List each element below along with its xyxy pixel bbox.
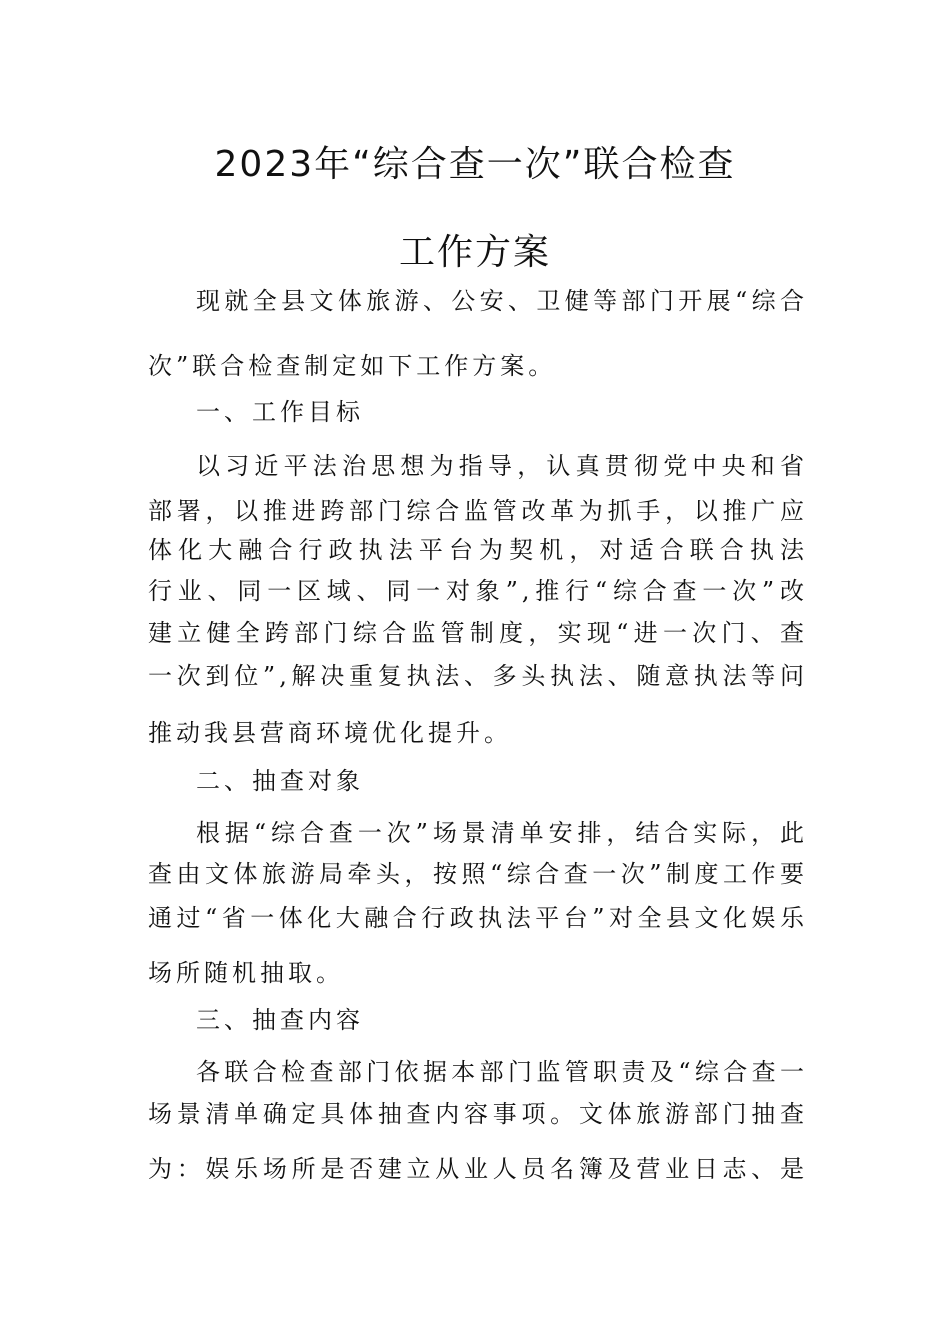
section1-line-6: 一次到位”,解决重复执法、多头执法、随意执法等问	[148, 662, 808, 690]
section3-line-1: 各联合检查部门依据本部门监管职责及“综合查一	[196, 1058, 808, 1086]
section2-line-2: 查由文体旅游局牵头，按照“综合查一次”制度工作要	[148, 860, 808, 888]
section1-line-3: 体化大融合行政执法平台为契机，对适合联合执法	[148, 536, 808, 564]
section3-line-2: 场景清单确定具体抽查内容事项。文体旅游部门抽查	[148, 1100, 808, 1128]
section3-line-3: 为：娱乐场所是否建立从业人员名簿及营业日志、是	[148, 1155, 808, 1183]
document-title-line-1: 2023年“综合查一次”联合检查	[214, 144, 736, 185]
section1-line-2: 部署，以推进跨部门综合监管改革为抓手，以推广应	[148, 497, 808, 525]
intro-line-1: 现就全县文体旅游、公安、卫健等部门开展“综合	[196, 287, 808, 315]
section1-line-5: 建立健全跨部门综合监管制度，实现“进一次门、查	[148, 619, 808, 647]
document-title-line-2: 工作方案	[398, 232, 551, 273]
section2-line-1: 根据“综合查一次”场景清单安排，结合实际，此	[196, 819, 808, 847]
intro-line-2: 次”联合检查制定如下工作方案。	[148, 352, 557, 380]
section2-line-4: 场所随机抽取。	[148, 959, 344, 987]
section-heading-2: 二、抽查对象	[196, 767, 364, 795]
section1-line-4: 行业、同一区域、同一对象”,推行“综合查一次”改	[148, 577, 808, 605]
section1-line-7: 推动我县营商环境优化提升。	[148, 719, 512, 747]
section2-line-3: 通过“省一体化大融合行政执法平台”对全县文化娱乐	[148, 904, 808, 932]
section1-line-1: 以习近平法治思想为指导，认真贯彻党中央和省	[196, 452, 808, 480]
section-heading-1: 一、工作目标	[196, 398, 364, 426]
section-heading-3: 三、抽查内容	[196, 1006, 364, 1034]
